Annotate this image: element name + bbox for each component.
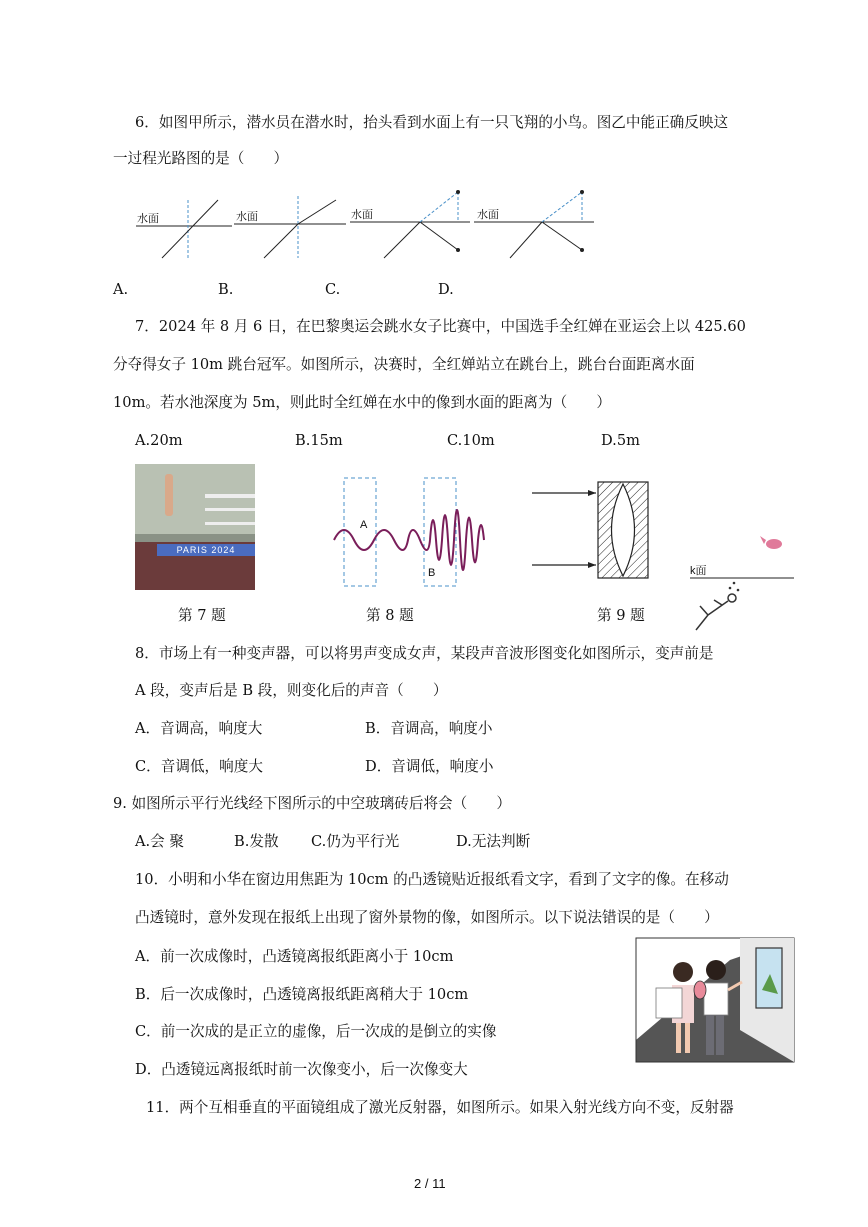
newspaper-icon: [656, 988, 682, 1018]
figure-8-caption: 第 8 题: [366, 607, 414, 624]
girl-head-icon: [673, 962, 693, 982]
q10-line1: 10．小明和小华在窗边用焦距为 10cm 的凸透镜贴近报纸看文字，看到了文字的像。在移动: [135, 871, 729, 888]
q6-option-b: B.: [218, 281, 234, 298]
q7-line3: 10m。若水池深度为 5m，则此时全红婵在水中的像到水面的距离为（ ）: [113, 394, 611, 411]
q6-water-label-a: 水面: [137, 213, 159, 225]
q11-line1: 11．两个互相垂直的平面镜组成了激光反射器，如图所示。如果入射光线方向不变，反射器: [146, 1099, 734, 1116]
q10-option-d: D．凸透镜远离报纸时前一次像变小，后一次像变大: [135, 1061, 468, 1078]
q9-option-c: C.仍为平行光: [311, 833, 400, 850]
q9-option-b: B.发散: [234, 833, 279, 850]
q7-option-b: B.15m: [295, 432, 343, 449]
q6-water-label-c: 水面: [351, 209, 373, 221]
q10-option-b: B．后一次成像时，凸透镜离报纸距离稍大于 10cm: [135, 986, 469, 1003]
page-number: 2 / 11: [414, 1176, 446, 1191]
figure-7-caption: 第 7 题: [178, 607, 226, 624]
figure-9-caption: 第 9 题: [597, 607, 645, 624]
water-side-label: k面: [690, 565, 707, 577]
q6-option-d: D.: [438, 281, 454, 298]
q8-option-b: B．音调高，响度小: [365, 720, 493, 737]
q10-option-c: C．前一次成的是正立的虚像，后一次成的是倒立的实像: [135, 1023, 497, 1040]
q10-option-a: A．前一次成像时，凸透镜离报纸距离小于 10cm: [135, 948, 454, 965]
q8-option-d: D．音调低，响度小: [365, 758, 494, 775]
q8-line2: A 段，变声后是 B 段，则变化后的声音（ ）: [135, 682, 448, 699]
wave-a-label: A: [360, 519, 368, 531]
q7-option-d: D.5m: [601, 432, 640, 449]
wave-b-label: B: [428, 567, 436, 579]
q8-option-c: C．音调低，响度大: [135, 758, 263, 775]
q9-option-d: D.无法判断: [456, 833, 531, 850]
lens-icon: [694, 981, 706, 999]
q6-option-a: A.: [113, 281, 129, 298]
paris-2024-banner: PARIS 2024: [157, 544, 255, 556]
q6-water-label-d: 水面: [477, 209, 499, 221]
q10-line2: 凸透镜时，意外发现在报纸上出现了窗外景物的像，如图所示。以下说法错误的是（ ）: [135, 909, 719, 926]
q7-option-a: A.20m: [135, 432, 183, 449]
q8-line1: 8．市场上有一种变声器，可以将男声变成女声，某段声音波形图变化如图所示，变声前是: [135, 645, 714, 662]
q6-water-label-b: 水面: [236, 211, 258, 223]
q6-option-c: C.: [325, 281, 341, 298]
q7-line1: 7．2024 年 8 月 6 日，在巴黎奥运会跳水女子比赛中，中国选手全红婵在亚运会上以 425.60: [135, 318, 746, 335]
q9-line1: 9. 如图所示平行光线经下图所示的中空玻璃砖后将会（ ）: [113, 795, 512, 812]
q7-line2: 分夺得女子 10m 跳台冠军。如图所示，决赛时，全红婵站立在跳台上，跳台台面距离水面: [113, 356, 695, 373]
q7-option-c: C.10m: [447, 432, 495, 449]
q8-option-a: A．音调高，响度大: [135, 720, 263, 737]
q6-line1: 6．如图甲所示，潜水员在潜水时，抬头看到水面上有一只飞翔的小鸟。图乙中能正确反映这: [135, 114, 729, 131]
q6-line2: 一过程光路图的是（ ）: [113, 150, 289, 167]
q9-option-a: A.会 聚: [135, 833, 185, 850]
boy-head-icon: [706, 960, 726, 980]
